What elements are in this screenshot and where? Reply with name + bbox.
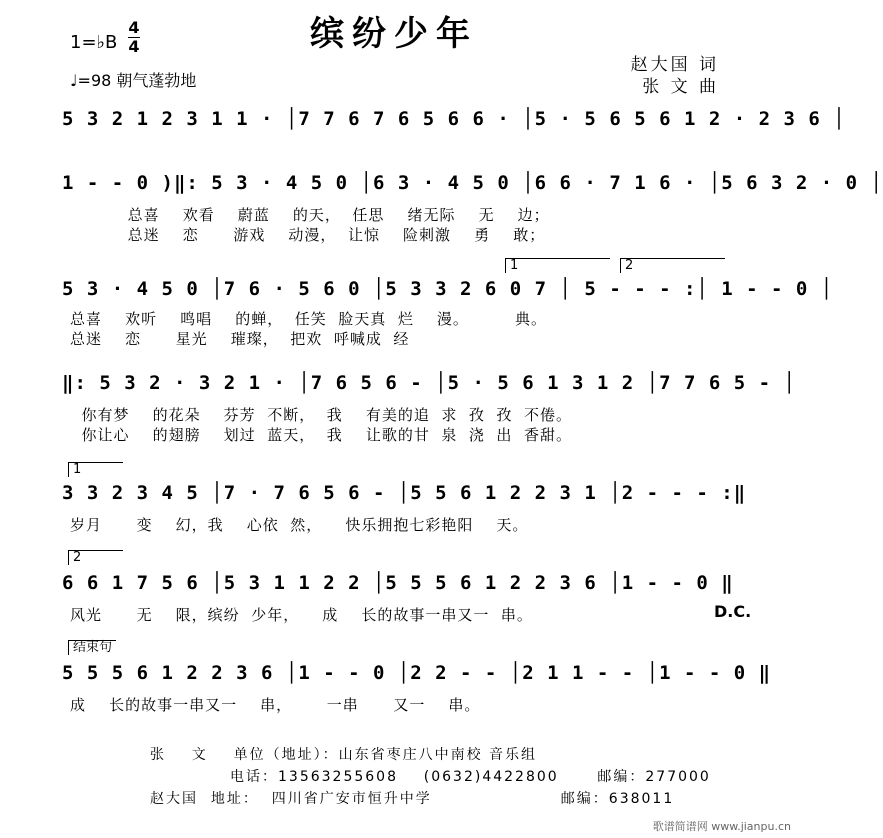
score-row-7: 5 5 5 6 1 2 2 3 6 │1 - - 0 │2 2 - - │2 1 1 - - │1 - - 0 ‖: [62, 662, 772, 684]
key-signature: 1=♭B: [70, 32, 118, 53]
lyric-row-2-verse-2: 总迷 恋 游戏 动漫， 让惊 险刺激 勇 敢；: [70, 226, 546, 244]
volta-2-ending: 2: [68, 550, 123, 565]
time-signature: [128, 20, 140, 55]
score-row-5: 3 3 2 3 4 5 │7 · 7 6 5 6 - │5 5 6 1 2 2 3 1 │2 - - - :‖: [62, 482, 747, 504]
score-row-6: 6 6 1 7 5 6 │5 3 1 1 2 2 │5 5 5 6 1 2 2 3 6 │1 - - 0 ‖: [62, 572, 734, 594]
volta-2-marker: 2: [620, 258, 725, 273]
lyricist-credit: 赵大国 词: [630, 55, 719, 75]
composer-credit: 张 文 曲: [642, 77, 719, 97]
lyric-row-4-verse-2: 你让心 的翅膀 划过 蓝天， 我 让歌的甘 泉 浇 出 香甜。: [70, 426, 572, 444]
time-bottom: 4: [128, 37, 140, 56]
lyric-row-7: 成 长的故事一串又一 串， 一串 又一 串。: [70, 696, 481, 714]
lyric-row-2-verse-1: 总喜 欢看 蔚蓝 的天， 任思 绪无际 无 边；: [70, 206, 550, 224]
score-row-1: 5 3 2 1 2 3 1 1 · │7 7 6 7 6 5 6 6 · │5 · 5 6 5 6 1 2 · 2 3 6 │: [62, 108, 846, 130]
song-title: 缤纷少年: [310, 14, 478, 54]
lyric-row-5: 岁月 变 幻，我 心依 然， 快乐拥抱七彩艳阳 天。: [70, 516, 529, 534]
score-row-4: ‖: 5 3 2 · 3 2 1 · │7 6 5 6 - │5 · 5 6 1 3 1 2 │7 7 6 5 - │: [62, 372, 796, 394]
coda-label: 结束句: [68, 640, 116, 655]
time-top: 4: [128, 18, 140, 37]
score-row-2: 1 - - 0 )‖: 5 3 · 4 5 0 │6 3 · 4 5 0 │6 6 · 7 1 6 · │5 6 3 2 · 0 │: [62, 172, 883, 194]
volta-1-ending: 1: [68, 462, 123, 477]
tempo-marking: ♩=98 朝气蓬勃地: [70, 71, 197, 90]
footer-composer-address: 张 文 单位（地址）：山东省枣庄八中南校 音乐组: [150, 747, 538, 763]
lyric-row-3-verse-2: 总迷 恋 星光 璀璨， 把欢 呼喊成 经: [70, 330, 410, 348]
lyric-row-3-verse-1: 总喜 欢听 鸣唱 的蝉， 任笑 脸天真 烂 漫。 典。: [70, 310, 548, 328]
footer-lyricist-address: 赵大国 地址： 四川省广安市恒升中学 邮编：638011: [150, 791, 675, 807]
score-row-3: 5 3 · 4 5 0 │7 6 · 5 6 0 │5 3 3 2 6 0 7 │ 5 - - - :│ 1 - - 0 │: [62, 278, 834, 300]
lyric-row-6: 风光 无 限，缤纷 少年， 成 长的故事一串又一 串。: [70, 606, 533, 624]
da-capo-marking: D.C.: [714, 602, 752, 621]
footer-contact-phone: 电话：13563255608 (0632)4422800 邮编：277000: [230, 769, 711, 785]
volta-1-marker: 1: [505, 258, 610, 273]
lyric-row-4-verse-1: 你有梦 的花朵 芬芳 不断， 我 有美的追 求 孜 孜 不倦。: [70, 406, 572, 424]
site-watermark: 歌谱简谱网 www.jianpu.cn: [652, 820, 791, 833]
